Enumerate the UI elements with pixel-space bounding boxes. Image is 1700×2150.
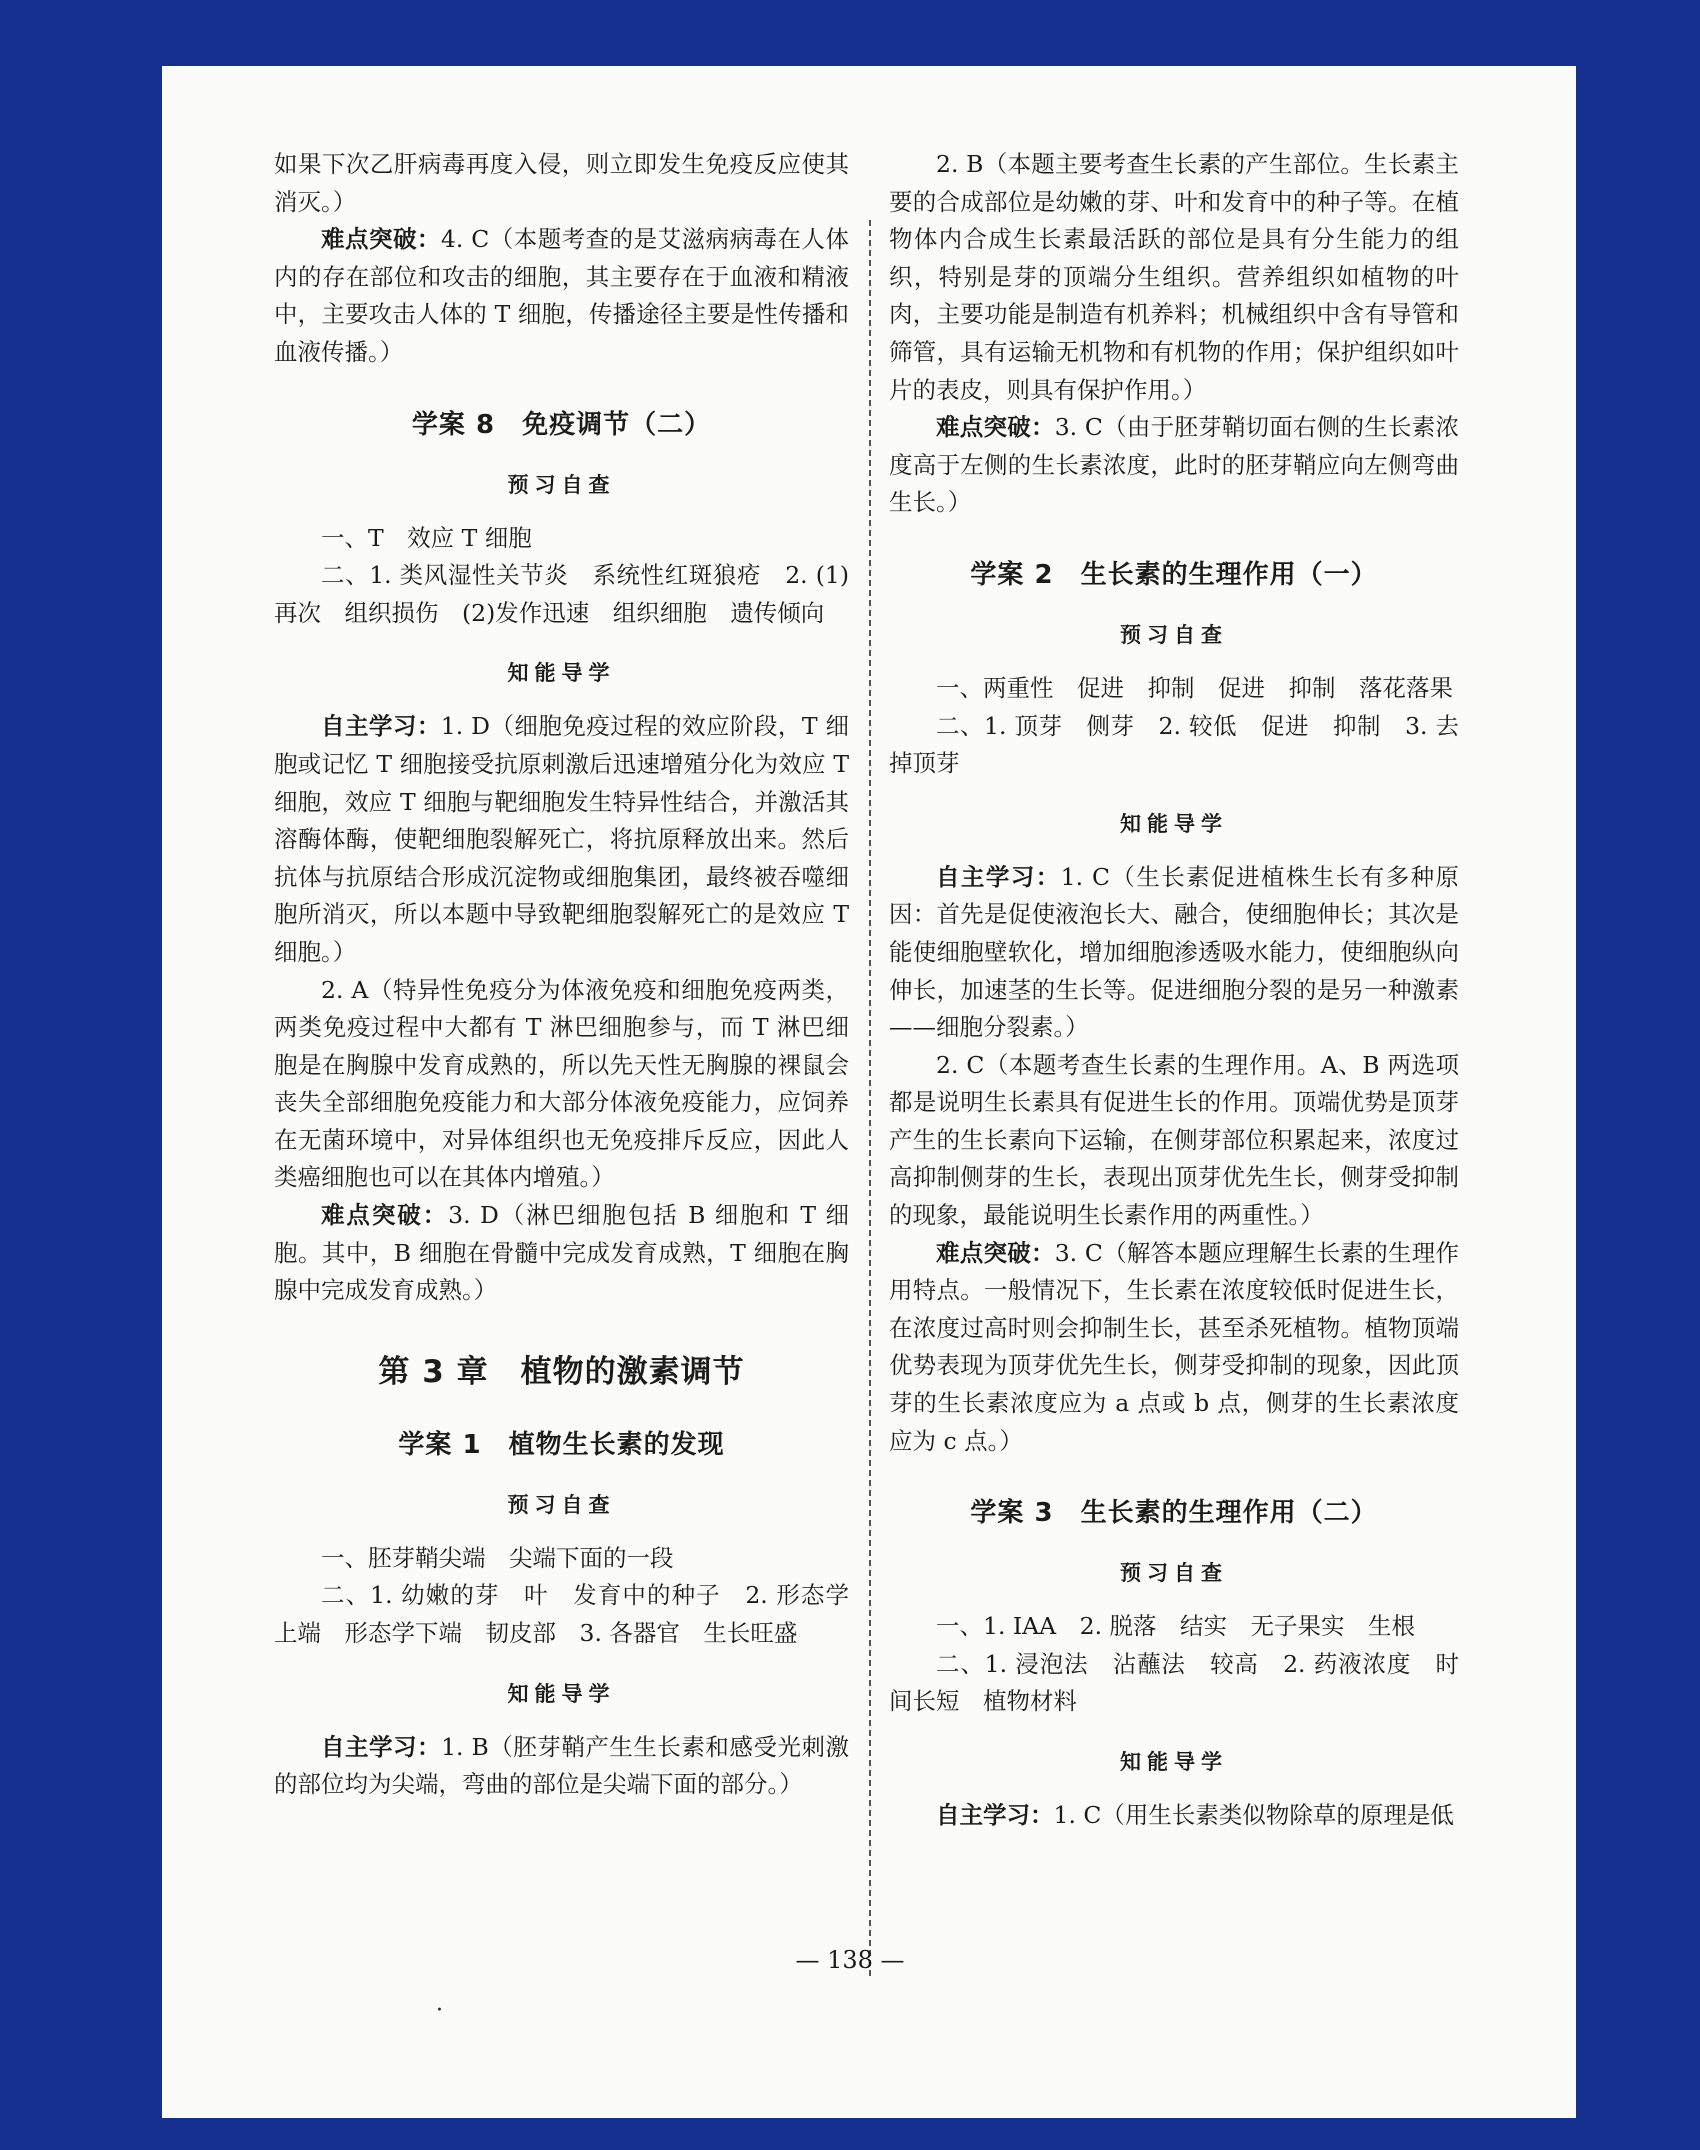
- section-heading: 学案 3 生长素的生理作用（二）: [970, 1498, 1378, 1529]
- subsection-heading: 预习自查: [1120, 622, 1228, 647]
- subsection-heading: 知能导学: [507, 661, 616, 686]
- answer-line: 二、1. 浸泡法 沾蘸法 较高 2. 药液浓度 时间长短 植物材料: [889, 1649, 1459, 1716]
- section-heading: 学案 8 免疫调节（二）: [411, 409, 712, 440]
- paragraph: 如果下次乙肝病毒再度入侵，则立即发生免疫反应使其消灭。）: [274, 150, 849, 216]
- paragraph-text: 3. D（淋巴细胞包括 B 细胞和 T 细胞。其中，B 细胞在骨髓中完成发育成熟，T 细胞在胸腺中完成发育成熟。）: [274, 1201, 850, 1305]
- answer-line: 二、1. 顶芽 侧芽 2. 较低 促进 抑制 3. 去掉顶芽: [889, 711, 1459, 778]
- paragraph: 2. B（本题主要考查生长素的产生部位。生长素主要的合成部位是幼嫩的芽、叶和发育中的种子等。在植物体内合成生长素最活跃的部位是具有分生能力的组织，特别是芽的顶端分生组织。营养组织如植物的叶肉，主要功能是制造有机养料；机械组织中含有导管和筛管，具有运输无机物和有机物的作用；保护组织如叶片的表皮，则具有保护作用。）: [889, 150, 1459, 404]
- paragraph-text: 4. C（本题考查的是艾滋病病毒在人体内的存在部位和攻击的细胞，其主要存在于血液和精液中，主要攻击人体的 T 细胞，传播途径主要是性传播和血液传播。）: [274, 225, 850, 366]
- paragraph-text: 1. C（生长素促进植株生长有多种原因：首先是促使液泡长大、融合，使细胞伸长；其次是能使细胞壁软化，增加细胞渗透吸水能力，使细胞纵向伸长，加速茎的生长等。促进细胞分裂的是另一种激素——细胞分裂素。）: [889, 862, 1459, 1042]
- paragraph: [889, 859, 1459, 1047]
- subsection-heading: 知能导学: [507, 1681, 616, 1706]
- answer-line: 一、1. IAA 2. 脱落 结实 无子果实 生根: [936, 1612, 1416, 1641]
- paragraph-text: 3. C（解答本题应理解生长素的生理作用特点。一般情况下，生长素在浓度较低时促进生长，在浓度过高时则会抑制生长，甚至杀死植物。植物顶端优势表现为顶芽优先生长，侧芽受抑制的现象，因此顶芽的生长素浓度应为 a 点或 b 点，侧芽的生长素浓度应为 c 点。）: [889, 1238, 1460, 1455]
- paragraph: 2. A（特异性免疫分为体液免疫和细胞免疫两类，两类免疫过程中大都有 T 淋巴细胞参与，而 T 淋巴细胞是在胸腺中发育成熟的，所以先天性无胸腺的裸鼠会丧失全部细胞免疫能力和大部分体液免疫能力，应饲养在无菌环境中，对异体组织也无免疫排斥反应，因此人类癌细胞也可以在其体内增殖。）: [274, 975, 849, 1192]
- paragraph-text: 1. B（胚芽鞘产生生长素和感受光刺激的部位均为尖端，弯曲的部位是尖端下面的部分。）: [274, 1732, 849, 1799]
- paragraph-lead: 自主学习：: [936, 1801, 1054, 1829]
- paragraph-lead: 难点突破：: [321, 225, 441, 254]
- subsection-heading: 预习自查: [1120, 1561, 1228, 1586]
- subsection-heading: 预习自查: [507, 472, 616, 497]
- left-column: [274, 146, 849, 1804]
- paragraph-lead: 难点突破：: [936, 1238, 1055, 1267]
- paragraph: [889, 1235, 1459, 1461]
- paragraph: [274, 708, 849, 971]
- section-heading: 学案 2 生长素的生理作用（一）: [970, 559, 1378, 590]
- subsection-heading: 知能导学: [1120, 1750, 1228, 1774]
- paragraph: [274, 1729, 849, 1804]
- paragraph-lead: 自主学习：: [321, 712, 441, 741]
- paragraph-text: 3. C（由于胚芽鞘切面右侧的生长素浓度高于左侧的生长素浓度，此时的胚芽鞘应向左侧弯曲生长。）: [889, 413, 1460, 517]
- paragraph: [889, 1797, 1459, 1835]
- paragraph-lead: 自主学习：: [321, 1732, 442, 1761]
- paragraph: [889, 409, 1459, 522]
- answer-line: 二、1. 幼嫩的芽 叶 发育中的种子 2. 形态学上端 形态学下端 韧皮部 3. 各器官 生长旺盛: [274, 1581, 849, 1648]
- paragraph-lead: 难点突破：: [321, 1201, 449, 1230]
- right-column: [889, 146, 1459, 1835]
- paragraph: 2. C（本题考查生长素的生理作用。A、B 两选项都是说明生长素具有促进生长的作用。顶端优势是顶芽产生的生长素向下运输，在侧芽部位积累起来，浓度过高抑制侧芽的生长，表现出顶芽优先生长，侧芽受抑制的现象，最能说明生长素作用的两重性。）: [889, 1050, 1459, 1230]
- paragraph: [274, 221, 849, 371]
- answer-line: 一、两重性 促进 抑制 促进 抑制 落花落果: [936, 673, 1453, 702]
- subsection-heading: 预习自查: [507, 1492, 616, 1517]
- paragraph-text: 1. C（用生长素类似物除草的原理是低: [1053, 1801, 1454, 1829]
- scan-speck: ·: [436, 1998, 443, 2023]
- section-heading: 学案 1 植物生长素的发现: [398, 1429, 725, 1460]
- paragraph: [274, 1197, 849, 1310]
- subsection-heading: 知能导学: [1120, 811, 1228, 836]
- answer-line: 一、T 效应 T 细胞: [321, 523, 532, 552]
- answer-line: 二、1. 类风湿性关节炎 系统性红斑狼疮 2. (1) 再次 组织损伤 (2)发作迅速 组织细胞 遗传倾向: [274, 561, 849, 627]
- paragraph-text: 1. D（细胞免疫过程的效应阶段，T 细胞或记忆 T 细胞接受抗原刺激后迅速增殖分化为效应 T 细胞，效应 T 细胞与靶细胞发生特异性结合，并激活其溶酶体酶，使靶细胞裂解死亡，将抗原释放出来。然后抗体与抗原结合形成沉淀物或细胞集团，最终被吞噬细胞所消灭，所以本题中导致靶细胞裂解死亡的是效应 T 细胞。）: [274, 712, 849, 966]
- column-divider: [869, 220, 871, 1976]
- answer-line: 一、胚芽鞘尖端 尖端下面的一段: [321, 1543, 674, 1572]
- chapter-heading: 第 3 章 植物的激素调节: [378, 1353, 745, 1390]
- paragraph-lead: 难点突破：: [936, 413, 1055, 442]
- paragraph-lead: 自主学习：: [936, 862, 1061, 891]
- page-number: — 138 —: [795, 1946, 905, 1974]
